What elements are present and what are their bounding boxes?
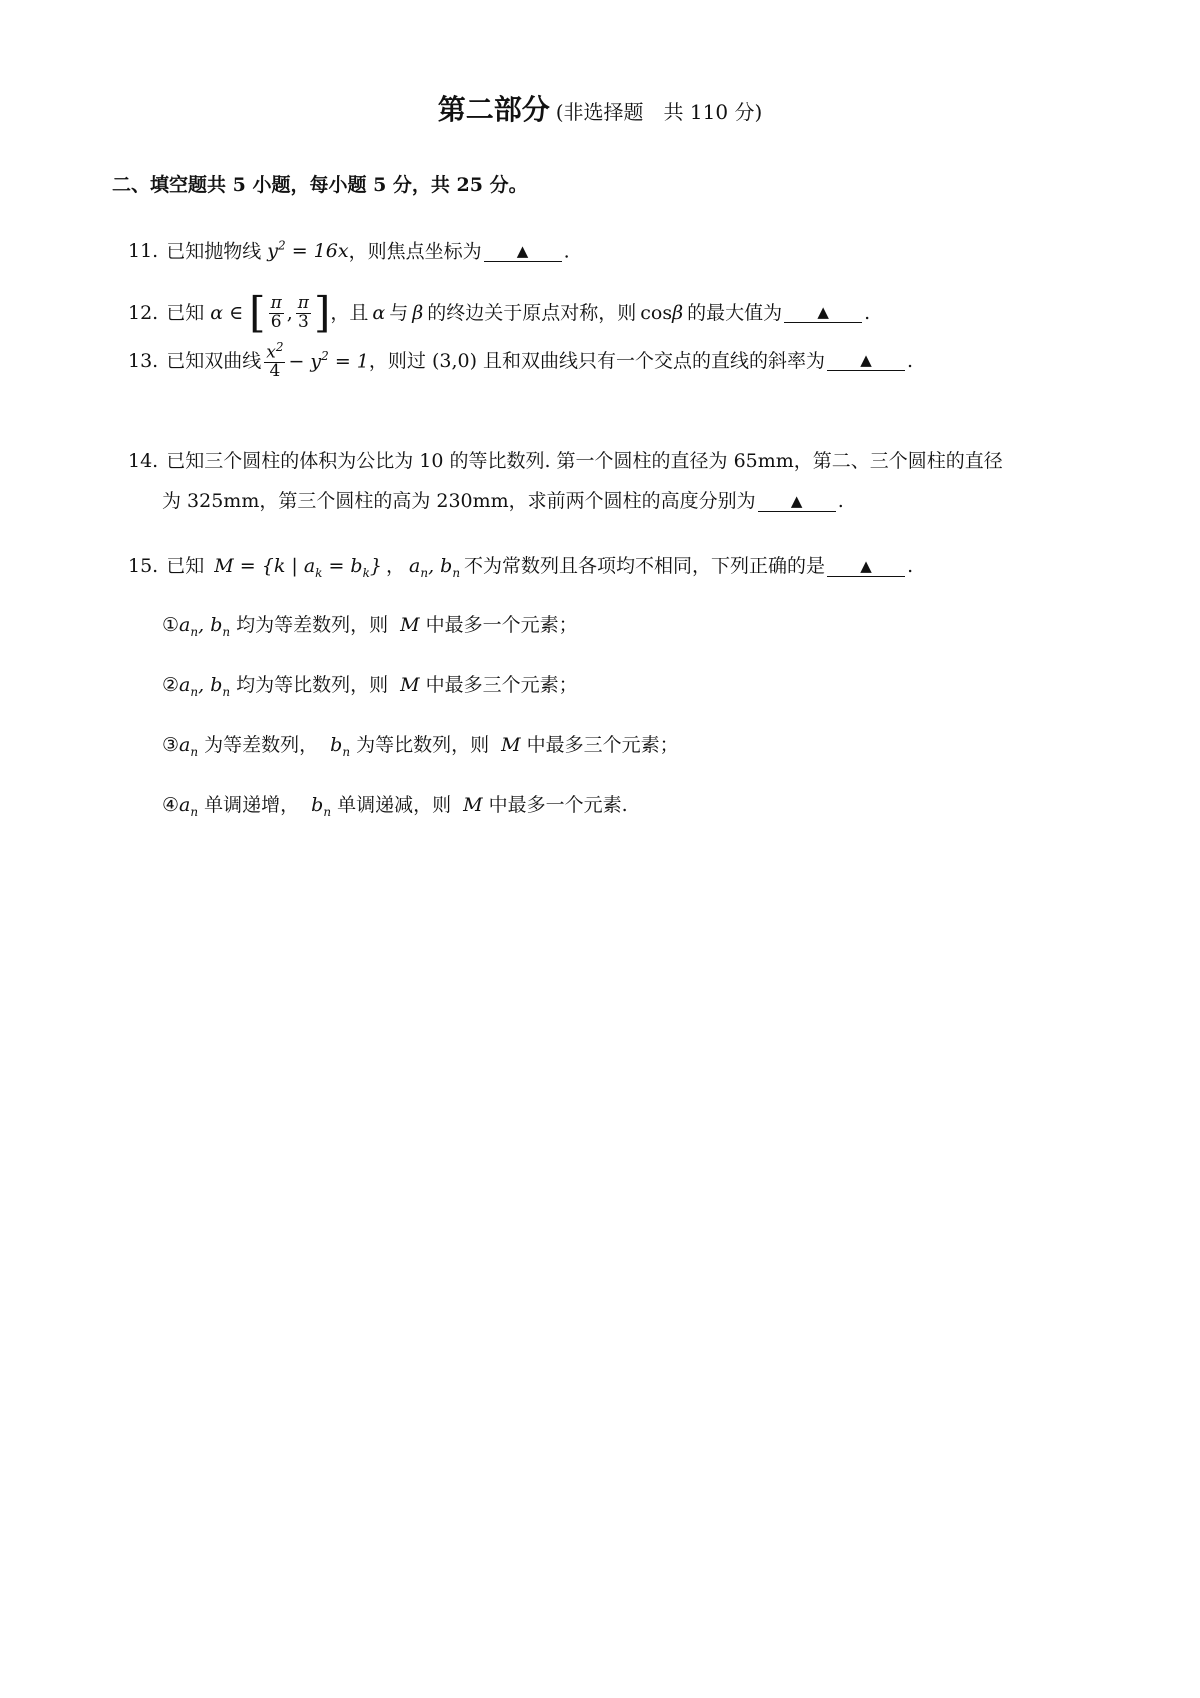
blank-marker-icon: ▲ [860, 557, 872, 575]
option-2 [162, 676, 578, 698]
option-text-end: 中最多三个元素； [526, 734, 679, 756]
blank-marker-icon: ▲ [516, 242, 529, 261]
period: . [864, 301, 871, 324]
left-bracket: [ [249, 288, 266, 337]
q14-line1: 已知三个圆柱的体积为公比为 10 的等比数列. 第一个圆柱的直径为 65mm，第二、三个圆柱的直径 [166, 450, 1003, 472]
q15-sequences: $a_n$, $b_n$ [409, 555, 461, 580]
right-bracket: ] [313, 288, 331, 337]
title-main: 第二部分 [437, 93, 550, 126]
blank-marker-icon: ▲ [790, 492, 803, 510]
option-text: 均为等比数列，则 [236, 674, 389, 696]
period: . [563, 240, 570, 263]
q15-text-after: 不为常数列且各项均不相同，下列正确的是 [464, 555, 826, 577]
q12-text-end: 的最大值为 [687, 301, 783, 324]
option-set-m: M [400, 674, 420, 696]
option-sequence-a: $a_n$ [179, 794, 199, 819]
option-sequences: $a_n$, $b_n$ [179, 614, 231, 639]
blank-marker-icon: ▲ [817, 303, 829, 321]
question-11 [128, 240, 570, 262]
blank-marker-icon: ▲ [860, 351, 872, 369]
q12-text-after: 的终边关于原点对称，则 [427, 301, 637, 324]
section-heading: 二、填空题共 5 小题，每小题 5 分，共 25 分。 [112, 174, 528, 196]
option-text: 为等差数列， [204, 734, 319, 756]
question-14 [128, 452, 1003, 471]
option-sequences: $a_n$, $b_n$ [179, 674, 231, 699]
q12-alpha-in: α ∈ [210, 301, 244, 324]
option-text-b: 单调递减，则 [337, 794, 452, 816]
q12-cos-beta: cosβ [640, 301, 684, 324]
question-number: 13. [128, 349, 159, 372]
fraction-pi-6: $\frac{\pi}{6}$ [270, 292, 282, 332]
answer-blank [484, 242, 562, 262]
option-mark: ① [162, 614, 180, 636]
option-set-m: M [463, 794, 483, 816]
question-number: 15. [128, 555, 159, 577]
question-14-continued [162, 492, 844, 512]
q13-text-after: ，则过 (3,0) 且和双曲线只有一个交点的直线的斜率为 [368, 349, 826, 372]
period: . [837, 490, 844, 512]
option-text-end: 中最多三个元素； [425, 674, 578, 696]
option-text-end: 中最多一个元素； [425, 614, 578, 636]
option-set-m: M [501, 734, 521, 756]
option-sequence-b: $b_n$ [330, 734, 351, 759]
fraction-pi-3: $\frac{\pi}{3}$ [297, 292, 309, 332]
q15-text-before: 已知 [166, 555, 205, 577]
q11-text-before: 已知抛物线 [166, 240, 262, 263]
question-13 [128, 335, 913, 387]
option-1 [162, 616, 578, 638]
answer-blank [827, 351, 905, 371]
option-mark: ④ [162, 794, 180, 816]
question-number: 12. [128, 301, 159, 324]
fraction-x2-4: $\frac{x^2}{4}$ [266, 339, 284, 382]
q12-beta: β [412, 301, 424, 324]
option-text-b: 为等比数列，则 [356, 734, 490, 756]
q12-text-mid2: 与 [389, 301, 409, 324]
period: . [907, 349, 914, 372]
option-3 [162, 736, 679, 758]
q12-alpha: α [372, 301, 386, 324]
option-text-end: 中最多一个元素. [488, 794, 628, 816]
option-text: 单调递增， [204, 794, 300, 816]
question-12: 12. 已知 α ∈ [ $\frac{\pi}{6}$ , $\frac{\pi}{3}$ ] ，且 α 与 β 的终边关于原点对称，则 cosβ 的最大值为 ▲ . [128, 288, 871, 337]
option-4 [162, 796, 628, 818]
q12-text-mid: ，且 [330, 301, 369, 324]
q12-text-before: 已知 [166, 301, 205, 324]
option-sequence-a: $a_n$ [179, 734, 199, 759]
q11-formula: $y^2 = 16x$ [267, 239, 349, 263]
question-number: 11. [128, 240, 159, 263]
title-subtitle: (非选择题 共 110 分) [555, 100, 763, 124]
option-mark: ② [162, 674, 180, 696]
option-sequence-b: $b_n$ [311, 794, 332, 819]
option-mark: ③ [162, 734, 180, 756]
answer-blank [758, 492, 836, 512]
period: . [907, 555, 914, 577]
question-15: 15. 已知 M = {k | $a_k = b_k$} ， $a_n$, $b_n$ 不为常数列且各项均不相同，下列正确的是 ▲ . [128, 555, 914, 580]
answer-blank [827, 557, 905, 577]
question-number: 14. [128, 450, 159, 472]
q15-set-definition: M = {k | $a_k = b_k$} [214, 555, 382, 580]
q11-text-after: ，则焦点坐标为 [348, 240, 482, 263]
q14-line2: 为 325mm，第三个圆柱的高为 230mm，求前两个圆柱的高度分别为 [162, 490, 756, 512]
q13-formula: − $y^2 = 1$ [288, 349, 369, 373]
option-set-m: M [400, 614, 420, 636]
q13-text-before: 已知双曲线 [166, 349, 262, 372]
answer-blank [784, 303, 862, 323]
option-text: 均为等差数列，则 [236, 614, 389, 636]
page-title [0, 88, 1200, 128]
